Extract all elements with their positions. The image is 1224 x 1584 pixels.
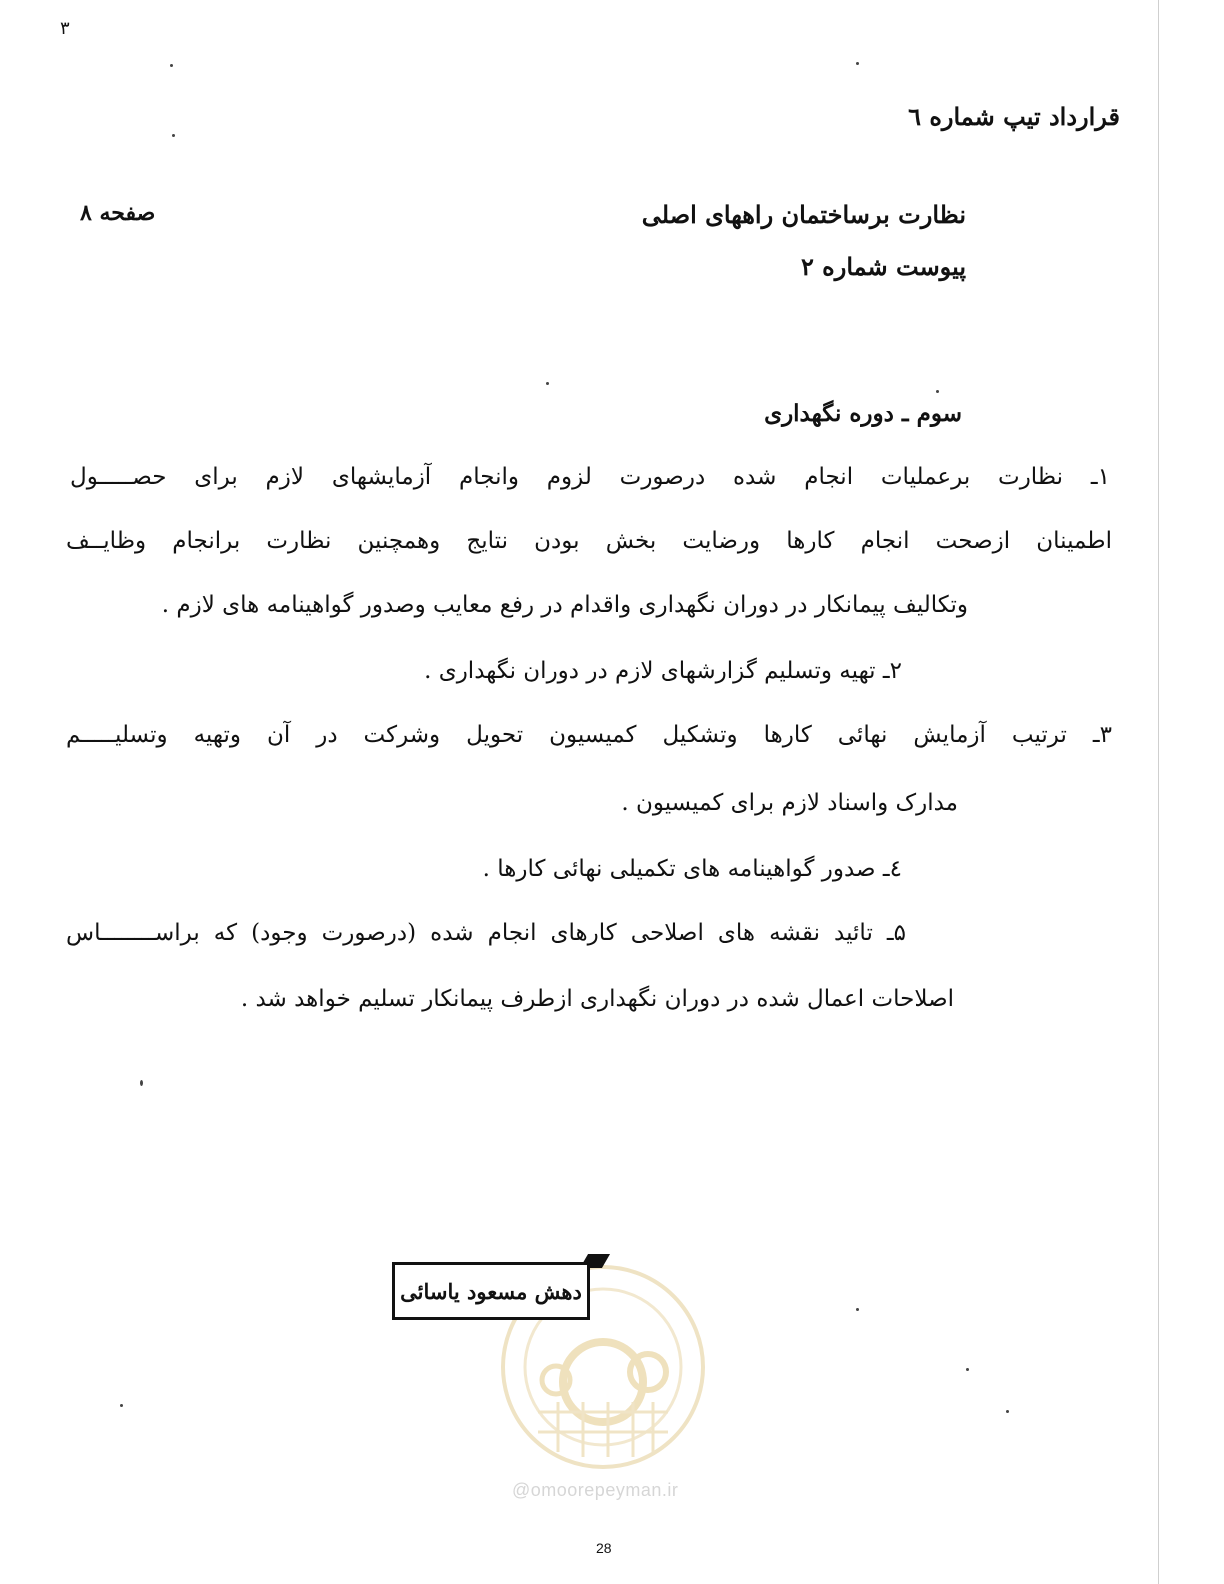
scan-edge-line bbox=[1158, 0, 1159, 1584]
scan-speck bbox=[170, 64, 173, 67]
body-line: اطمینان ازصحت انجام کارها ورضایت بخش بودن نتایج وهمچنین نظارت برانجام وظایــف bbox=[66, 528, 1112, 554]
page-number: 28 bbox=[596, 1540, 612, 1556]
body-line: وتکالیف پیمانکار در دوران نگهداری واقدام در رفع معایب وصدور گواهینامه های لازم . bbox=[161, 592, 968, 618]
body-line: ۵ـ تائید نقشه های اصلاحی کارهای انجام شده (درصورت وجود) که براســــــــاس bbox=[66, 920, 906, 946]
body-line: ۲ـ تهیه وتسلیم گزارشهای لازم در دوران نگهداری . bbox=[424, 658, 902, 684]
body-line: مدارک واسناد لازم برای کمیسیون . bbox=[621, 790, 958, 816]
scan-speck bbox=[966, 1368, 969, 1371]
section-heading: سوم ـ دوره نگهداری bbox=[764, 400, 962, 427]
scan-speck bbox=[120, 1404, 123, 1407]
scan-speck bbox=[140, 1080, 143, 1086]
body-line: ۳ـ ترتیب آزمایش نهائی کارها وتشکیل کمیسیون تحویل وشرکت در آن وتهیه وتسلیـــــم bbox=[66, 722, 1112, 748]
signature-box bbox=[392, 1262, 590, 1320]
scan-speck bbox=[856, 62, 859, 65]
signature-name: دهش مسعود یاسائی bbox=[400, 1278, 582, 1304]
body-line: ٤ـ صدور گواهینامه های تکمیلی نهائی کارها . bbox=[482, 856, 902, 882]
contract-title: قرارداد تیپ شماره ٦ bbox=[908, 102, 1120, 131]
scan-speck bbox=[856, 1308, 859, 1311]
corner-mark: ۳ bbox=[60, 18, 70, 39]
page-label: صفحه ۸ bbox=[80, 200, 156, 226]
scan-speck bbox=[936, 390, 939, 393]
body-line: اصلاحات اعمال شده در دوران نگهداری ازطرف پیمانکار تسلیم خواهد شد . bbox=[240, 986, 954, 1012]
subject-title: نظارت برساختمان راههای اصلی bbox=[641, 200, 966, 229]
scan-speck bbox=[1006, 1410, 1009, 1413]
scan-speck bbox=[172, 134, 175, 137]
watermark-text: @omoorepeyman.ir bbox=[512, 1480, 679, 1500]
scan-speck bbox=[546, 382, 549, 385]
body-line: ۱ـ نظارت برعملیات انجام شده درصورت لزوم وانجام آزمایشهای لازم برای حصـــــول bbox=[70, 464, 1110, 490]
annex-title: پیوست شماره ۲ bbox=[800, 252, 966, 281]
